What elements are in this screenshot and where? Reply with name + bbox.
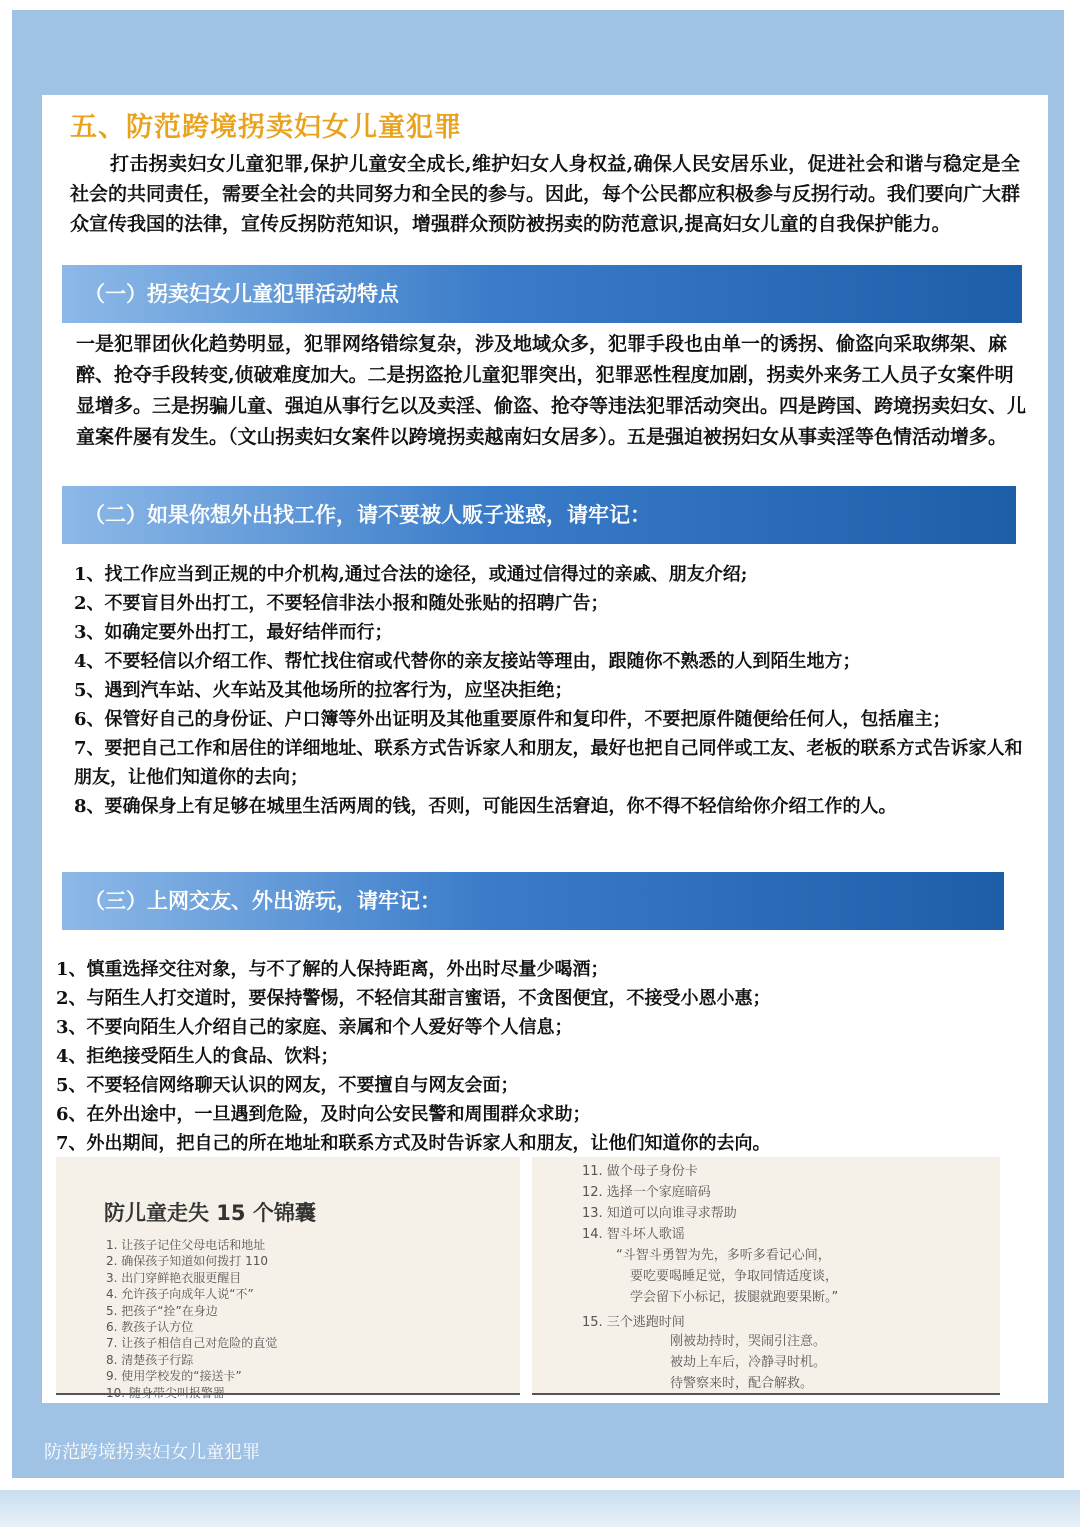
list-item: 1. 让孩子记住父母电话和地址 [106, 1238, 266, 1252]
list-item: 7、外出期间，把自己的所在地址和联系方式及时告诉家人和朋友，让他们知道你的去向。 [56, 1133, 771, 1154]
list-item: 14. 智斗坏人歌谣 [582, 1227, 685, 1242]
list-item: 6、保管好自己的身份证、户口簿等外出证明及其他重要原件和复印件，不要把原件随便给任何人，包括雇主； [74, 709, 951, 730]
list-item: 11. 做个母子身份卡 [582, 1164, 698, 1179]
list-item: 7. 让孩子相信自己对危险的直觉 [106, 1336, 278, 1351]
list-item: 8. 清楚孩子行踪 [106, 1352, 194, 1367]
list-item: 4、拒绝接受陌生人的食品、饮料； [56, 1046, 339, 1067]
tips-card-left [56, 1157, 520, 1400]
section-2-list [74, 560, 1026, 821]
list-item: 3、如确定要外出打工，最好结伴而行； [74, 622, 393, 643]
list-item: 1、慎重选择交往对象，与不了解的人保持距离，外出时尽量少喝酒； [56, 959, 609, 980]
tips-card-title: 防儿童走失 15 个锦囊 [104, 1201, 316, 1225]
section-heading-1: （一）拐卖妇女儿童犯罪活动特点 [62, 265, 1022, 323]
section-heading-2: （二）如果你想外出找工作，请不要被人贩子迷惑，请牢记： [62, 486, 1016, 544]
list-item: 6. 教孩子认方位 [106, 1320, 194, 1335]
song-lines [616, 1245, 838, 1308]
list-item: 2、不要盲目外出打工，不要轻信非法小报和随处张贴的招聘广告； [74, 593, 609, 614]
page-title: 五、防范跨境拐卖妇女儿童犯罪 [70, 112, 462, 143]
intro-paragraph: 打击拐卖妇女儿童犯罪,保护儿童安全成长,维护妇女人身权益,确保人民安居乐业，促进社会和谐与稳定是全社会的共同责任，需要全社会的共同努力和全民的参与。因此，每个公民都应积极参与反拐行动。我们要向广大群众宣传我国的法律，宣传反拐防范知识，增强群众预防被拐卖的防范意识,提高妇女儿童的自我保护能力。 [70, 153, 1021, 235]
list-item: 10. 随身带尖叫报警器 [106, 1385, 225, 1400]
list-item: 3、不要向陌生人介绍自己的家庭、亲属和个人爱好等个人信息； [56, 1017, 573, 1038]
tips-list-left [106, 1237, 277, 1401]
list-item: 6、在外出途中，一旦遇到危险，及时向公安民警和周围群众求助； [56, 1104, 591, 1125]
section-1-body: 一是犯罪团伙化趋势明显，犯罪网络错综复杂，涉及地域众多，犯罪手段也由单一的诱拐、偷盗向采取绑架、麻醉、抢夺手段转变,侦破难度加大。二是拐盗抢儿童犯罪突出，犯罪恶性程度加剧，拐卖外来务工人员子女案件明显增多。三是拐骗儿童、强迫从事行乞以及卖淫、偷盗、抢夺等违法犯罪活动突出。四是跨国、跨境拐卖妇女、儿童案件屡有发生。（文山拐卖妇女案件以跨境拐卖越南妇女居多）。五是强迫被拐妇女从事卖淫等色情活动增多。 [76, 333, 1027, 448]
escape-lines [670, 1331, 826, 1394]
list-item: 4. 允许孩子向成年人说“不” [106, 1287, 254, 1302]
list-item: 2、与陌生人打交道时，要保持警惕，不轻信其甜言蜜语，不贪图便宜，不接受小恩小惠； [56, 988, 771, 1009]
song-line: 要吃要喝睡足觉，争取同情适度谈， [630, 1269, 839, 1284]
list-item: 12. 选择一个家庭暗码 [582, 1185, 711, 1200]
list-item: 7、要把自己工作和居住的详细地址、联系方式告诉家人和朋友，最好也把自己同伴或工友、老板的联系方式告诉家人和朋友，让他们知道你的去向； [74, 738, 1023, 788]
list-item: 15. 三个逃跑时间 [582, 1315, 685, 1330]
list-item: 9. 使用学校发的“接送卡” [106, 1369, 242, 1384]
list-item: 4、不要轻信以介绍工作、帮忙找住宿或代替你的亲友接站等理由，跟随你不熟悉的人到陌生地方； [74, 651, 861, 672]
tips-list-right [582, 1161, 737, 1245]
bottom-strip [0, 1490, 1080, 1527]
section-3-list [56, 955, 1036, 1158]
song-line: 学会留下小标记，拔腿就跑要果断。” [630, 1290, 839, 1305]
list-item: 3. 出门穿鲜艳衣服更醒目 [106, 1270, 242, 1285]
document-page [42, 95, 1048, 1403]
list-item: 1、找工作应当到正规的中介机构,通过合法的途径，或通过信得过的亲戚、朋友介绍; [74, 564, 748, 585]
escape-line: 被劫上车后，冷静寻时机。 [670, 1355, 827, 1370]
song-line: “斗智斗勇智为先，多听多看记心间， [616, 1248, 831, 1263]
list-item: 13. 知道可以向谁寻求帮助 [582, 1206, 737, 1221]
tips-card-right [532, 1157, 1000, 1395]
section-heading-3: （三）上网交友、外出游玩，请牢记： [62, 872, 1004, 930]
list-item: 2. 确保孩子知道如何拨打 110 [106, 1254, 268, 1269]
list-item: 5、遇到汽车站、火车站及其他场所的拉客行为，应坚决拒绝； [74, 680, 573, 701]
footer-text: 防范跨境拐卖妇女儿童犯罪 [44, 1442, 260, 1463]
list-item: 5. 把孩子“拴”在身边 [106, 1303, 218, 1318]
escape-line: 刚被劫持时，哭闹引注意。 [670, 1334, 827, 1349]
escape-line: 待警察来时，配合解救。 [670, 1376, 814, 1391]
list-item: 8、要确保身上有足够在城里生活两周的钱，否则，可能因生活窘迫，你不得不轻信给你介绍工作的人。 [74, 796, 897, 817]
list-item: 5、不要轻信网络聊天认识的网友，不要擅自与网友会面； [56, 1075, 519, 1096]
